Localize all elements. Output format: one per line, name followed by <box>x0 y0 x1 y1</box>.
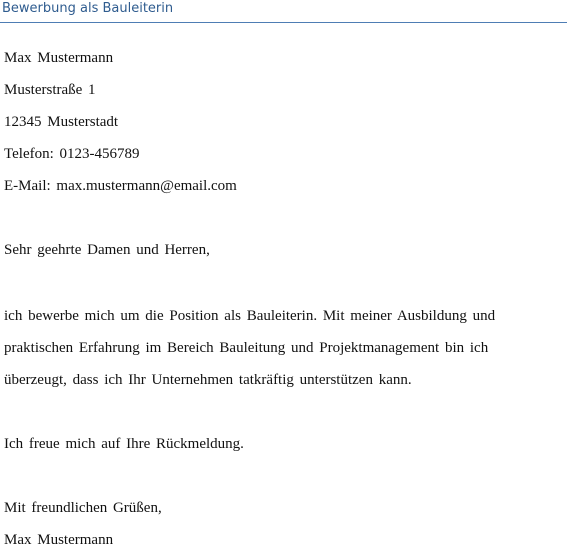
body-line-3: überzeugt, dass ich Ihr Unternehmen tatkräftig unterstützen kann. <box>4 372 412 388</box>
sender-email: E-Mail: max.mustermann@email.com <box>4 178 237 194</box>
body-line-2: praktischen Erfahrung im Bereich Bauleitung und Projektmanagement bin ich <box>4 340 489 356</box>
sender-city: 12345 Musterstadt <box>4 114 119 130</box>
header-title: Bewerbung als Bauleiterin <box>2 1 174 16</box>
sender-street: Musterstraße 1 <box>4 82 96 98</box>
signature-name: Max Mustermann <box>4 532 114 548</box>
salutation: Sehr geehrte Damen und Herren, <box>4 242 210 258</box>
sign-off: Mit freundlichen Grüßen, <box>4 500 162 516</box>
sender-name: Max Mustermann <box>4 50 114 66</box>
body-line-1: ich bewerbe mich um die Position als Bauleiterin. Mit meiner Ausbildung und <box>4 308 496 324</box>
closing-sentence: Ich freue mich auf Ihre Rückmeldung. <box>4 436 244 452</box>
document-header <box>0 0 567 23</box>
sender-phone: Telefon: 0123-456789 <box>4 146 140 162</box>
